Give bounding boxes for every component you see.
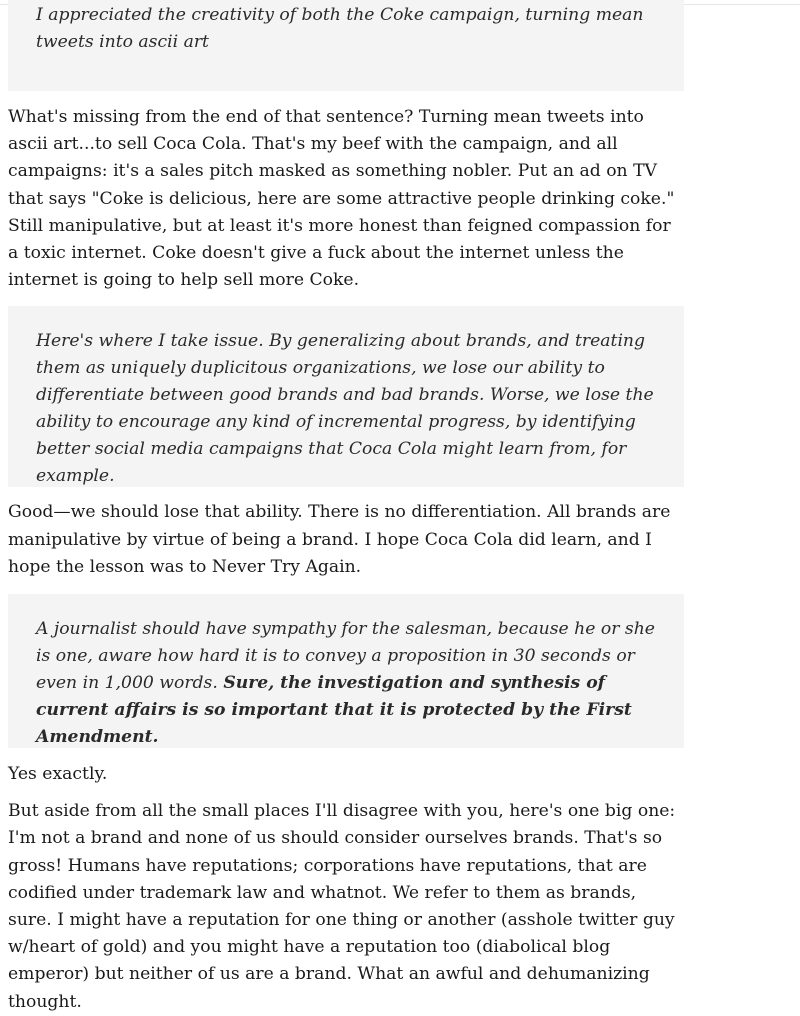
blockquote-take-issue [8,306,684,487]
blockquote-text: I appreciated the creativity of both the Coke campaign, turning mean tweets into ascii art [36,5,644,52]
blockquote-text-bold: Sure, the investigation and synthesis of current affairs is so important that it is protected by the First Amendment. [36,673,632,748]
paragraph-missing-sentence: What's missing from the end of that sentence? Turning mean tweets into ascii art...to sell Coca Cola. That's my beef with the campaign, and all campaigns: it's a sales pitch masked as something nobler. Put an ad on TV that says "Coke is delicious, here are some attractive people drinking coke." Still manipulative, but at least it's more honest than feigned compassion for a toxic internet. Coke doesn't give a fuck about the internet unless the internet is going to help sell more Coke. [8,107,675,291]
paragraph-lose-ability: Good—we should lose that ability. There is no differentiation. All brands are manipulative by virtue of being a brand. I hope Coca Cola did learn, and I hope the lesson was to Never Try Again. [8,502,671,577]
paragraph-not-a-brand: But aside from all the small places I'll disagree with you, here's one big one: I'm not a brand and none of us should consider ourselves brands. That's so gross! Humans have reputations; corporations have reputations, that are codified under trademark law and whatnot. We refer to them as brands, sure. I might have a reputation for one thing or another (asshole twitter guy w/heart of gold) and you might have a reputation too (diabolical blog emperor) but neither of us are a brand. What an awful and dehumanizing thought. [8,801,676,1012]
blockquote-text: Here's where I take issue. By generalizing about brands, and treating them as uniquely duplicitous organizations, we lose our ability to differentiate between good brands and bad brands. Worse, we lose the ability to encourage any kind of incremental progress, by identifying better social media campaigns that Coca Cola might learn from, for example. [36,331,654,487]
blockquote-journalist-salesman [8,594,684,748]
article-body [8,0,684,1016]
blockquote-coke-creativity [8,0,684,91]
blockquote-text [36,616,670,751]
blockquote-text-plain: A journalist should have sympathy for the salesman, because he or she is one, aware how hard it is to convey a proposition in 30 seconds or even in 1,000 words. [36,619,655,694]
paragraph-yes-exactly: Yes exactly. [8,764,108,785]
